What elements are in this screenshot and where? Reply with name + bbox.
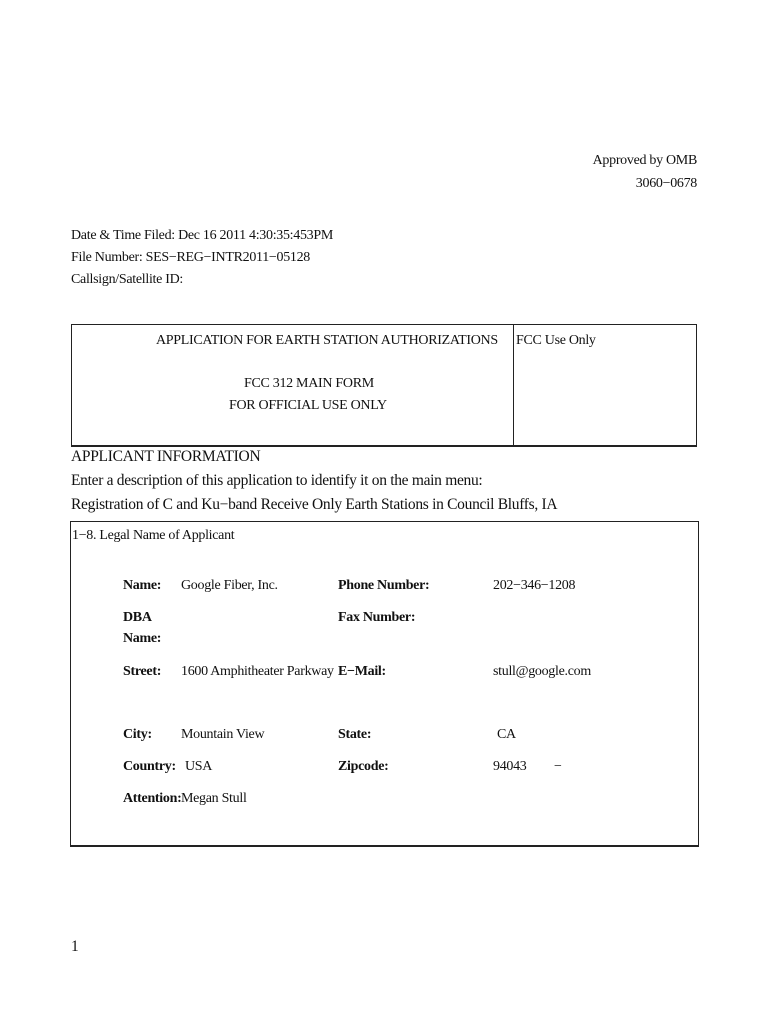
fcc-use-only-label: FCC Use Only bbox=[516, 333, 596, 348]
state-value: CA bbox=[497, 727, 516, 742]
omb-number: 3060−0678 bbox=[635, 176, 697, 191]
form-title-box-divider bbox=[513, 324, 514, 445]
name-value: Google Fiber, Inc. bbox=[181, 578, 278, 593]
zipcode-value: 94043 bbox=[493, 759, 527, 774]
phone-value: 202−346−1208 bbox=[493, 578, 576, 593]
form-title: APPLICATION FOR EARTH STATION AUTHORIZATIONS bbox=[156, 333, 498, 348]
name-label: Name: bbox=[123, 578, 162, 593]
file-number: File Number: SES−REG−INTR2011−05128 bbox=[71, 250, 310, 265]
applicant-info-heading: APPLICANT INFORMATION bbox=[71, 448, 261, 465]
omb-approval-text: Approved by OMB bbox=[592, 153, 697, 168]
legal-name-section-label: 1−8. Legal Name of Applicant bbox=[72, 528, 235, 543]
state-label: State: bbox=[338, 727, 372, 742]
street-label: Street: bbox=[123, 664, 162, 679]
attention-value: Megan Stull bbox=[181, 791, 247, 806]
attention-label: Attention: bbox=[123, 791, 182, 806]
email-label: E−Mail: bbox=[338, 664, 386, 679]
dba-label: DBA bbox=[123, 610, 152, 625]
city-label: City: bbox=[123, 727, 152, 742]
application-description: Registration of C and Ku−band Receive Only Earth Stations in Council Bluffs, IA bbox=[71, 496, 558, 513]
date-time-filed: Date & Time Filed: Dec 16 2011 4:30:35:453PM bbox=[71, 228, 334, 243]
page-number: 1 bbox=[71, 938, 79, 955]
official-use-notice: FOR OFFICIAL USE ONLY bbox=[229, 398, 387, 413]
dba-name-label: Name: bbox=[123, 631, 162, 646]
phone-label: Phone Number: bbox=[338, 578, 430, 593]
street-value: 1600 Amphitheater Parkway bbox=[181, 664, 334, 679]
description-instruction: Enter a description of this application to identify it on the main menu: bbox=[71, 472, 483, 489]
country-value: USA bbox=[185, 759, 213, 774]
callsign-satellite-id: Callsign/Satellite ID: bbox=[71, 272, 183, 287]
city-value: Mountain View bbox=[181, 727, 265, 742]
country-label: Country: bbox=[123, 759, 176, 774]
email-value: stull@google.com bbox=[493, 664, 591, 679]
zipcode-extension-dash: − bbox=[554, 759, 562, 774]
form-name: FCC 312 MAIN FORM bbox=[244, 376, 374, 391]
zipcode-label: Zipcode: bbox=[338, 759, 389, 774]
fax-label: Fax Number: bbox=[338, 610, 416, 625]
